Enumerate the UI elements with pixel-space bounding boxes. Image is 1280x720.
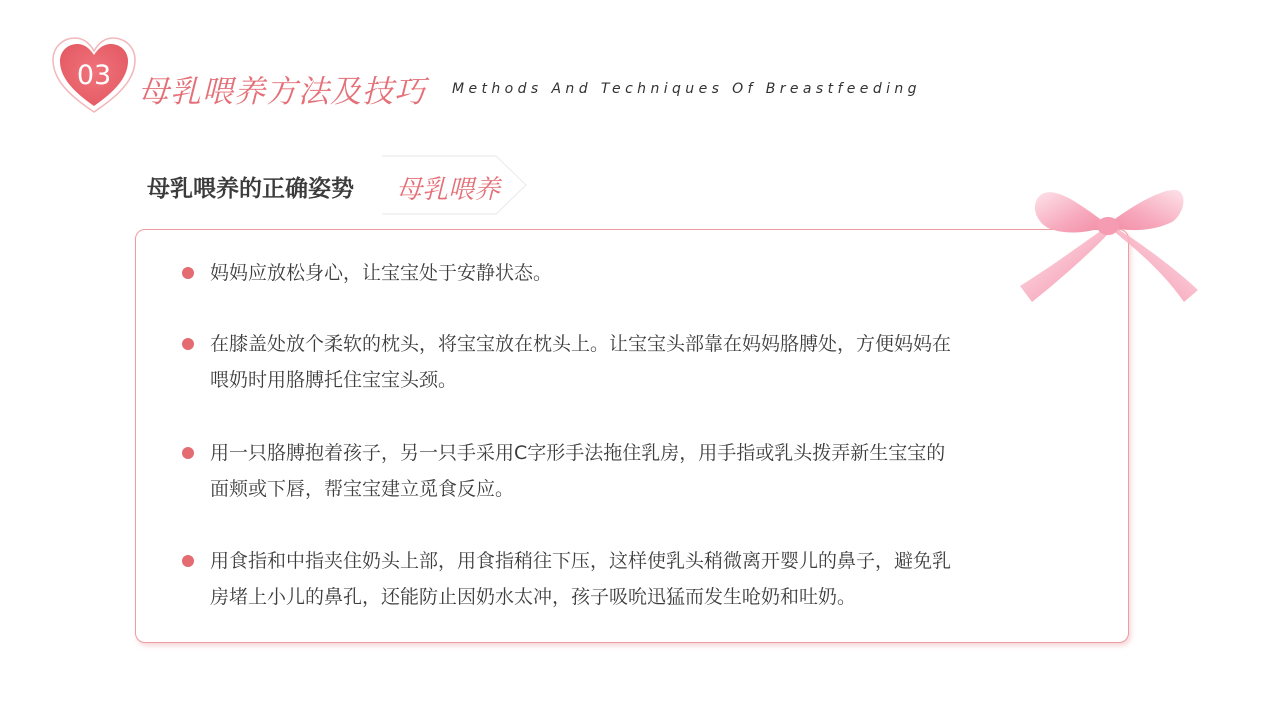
- section-tag: 母乳喂养: [396, 175, 501, 205]
- list-item-text: 妈妈应放松身心，让宝宝处于安静状态。: [210, 262, 553, 284]
- list-item-text: 面颊或下唇，帮宝宝建立觅食反应。: [210, 478, 515, 500]
- list-item-text: 房堵上小儿的鼻孔，还能防止因奶水太冲，孩子吸吮迅猛而发生呛奶和吐奶。: [210, 586, 857, 608]
- list-item-text: 在膝盖处放个柔软的枕头，将宝宝放在枕头上。让宝宝头部靠在妈妈胳膊处，方便妈妈在: [210, 333, 952, 355]
- list-item-2: [210, 326, 1070, 398]
- page-title: 母乳喂养方法及技巧: [138, 74, 426, 110]
- list-item-text: 喂奶时用胳膊托住宝宝头颈。: [210, 369, 458, 391]
- page-subtitle-en: Methods And Techniques Of Breastfeeding: [452, 81, 921, 97]
- list-item-3: [210, 435, 1070, 507]
- list-item-text: 用食指和中指夹住奶头上部，用食指稍往下压，这样使乳头稍微离开婴儿的鼻子，避免乳: [210, 550, 952, 572]
- list-item-4: [210, 543, 1070, 615]
- list-item-text: 用一只胳膊抱着孩子，另一只手采用C字形手法拖住乳房，用手指或乳头拨弄新生宝宝的: [210, 442, 946, 464]
- list-item-1: [210, 255, 1070, 291]
- section-heading: 母乳喂养的正确姿势: [147, 176, 354, 202]
- bullet-dot-icon: [182, 338, 194, 350]
- bullet-dot-icon: [182, 447, 194, 459]
- bullet-dot-icon: [182, 267, 194, 279]
- section-number: 03: [76, 60, 112, 91]
- bullet-dot-icon: [182, 555, 194, 567]
